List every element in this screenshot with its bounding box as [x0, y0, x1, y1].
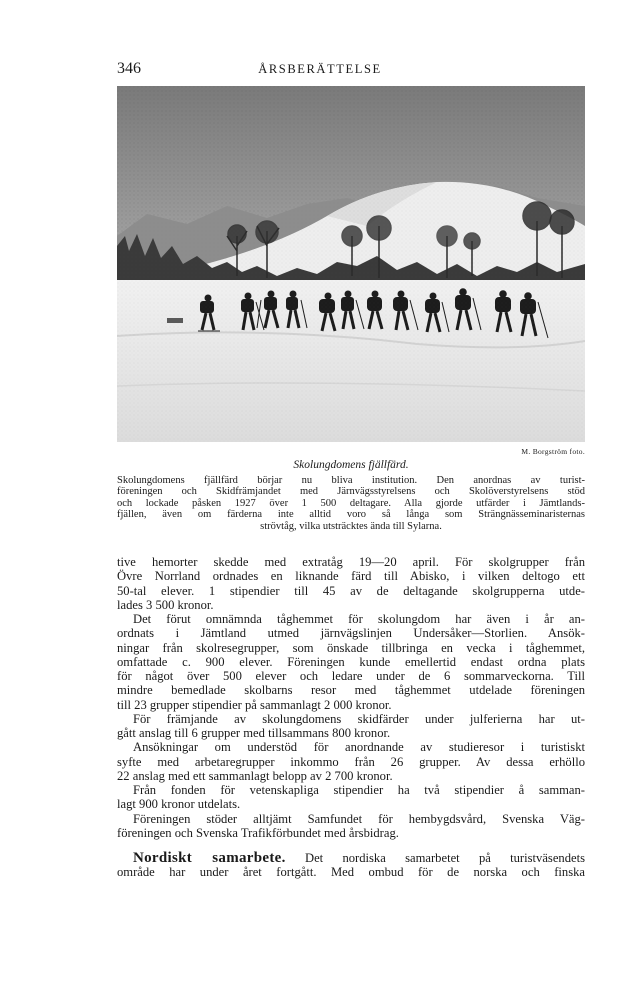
caption-line: Skolungdomens fjällfärd börjar nu bliva institution. Den anordnas av turist- [117, 475, 585, 486]
caption-line: och lockade påsken 1927 över 1 500 deltagare. Alla gjorde utfärder i Jämtlands- [117, 497, 585, 509]
body-text [117, 555, 585, 880]
text-line: lagt 900 kronor utdelats. [117, 797, 241, 812]
text-line: 22 anslag med ett sammanlagt belopp av 2 700 kronor. [117, 768, 393, 783]
text-line: tive hemorter skedde med extratåg 19—20 april. För skolgrupper från [117, 555, 585, 569]
caption-title: Skolungdomens fjällfärd. [293, 459, 409, 471]
caption-line: föreningen och Skidfrämjandet med Järnvägsstyrelsens och Skolöverstyrelsens stöd [117, 486, 585, 498]
running-header: ÅRSBERÄTTELSE [258, 62, 382, 76]
text-line: För främjande av skolungdomens skidfärder under julferierna har ut- [133, 711, 585, 726]
text-line: syfte med arbetaregrupper inkommo från 26 grupper. Av dessa erhöllo [117, 754, 585, 769]
text-line: omfattade c. 900 elever. Föreningen kunde emellertid endast ordna plats [117, 654, 585, 669]
text-line: område har under året fortgått. Med ombud för de norska och finska [117, 865, 585, 880]
text-line: Föreningen stöder alltjämt Samfundet för hembygdsvård, Svenska Väg- [133, 811, 585, 826]
text-line: ordnats i Jämtland utmed järnvägslinjen Undersåker—Storlien. Ansök- [117, 626, 585, 641]
ski-tour-photograph [117, 86, 585, 442]
text-line: ningar från skolresegrupper, som önskade tillbringa en vecka i tåghemmet, [117, 640, 585, 655]
caption-text [117, 475, 585, 532]
text-line: Från fonden för vetenskapliga stipendier ha två stipendier å samman- [133, 783, 585, 797]
text-line: mindre bemedlade skolbarns resor med tåghemmet utdelade föreningen [117, 683, 585, 698]
text-line: till 23 grupper stipendier på sammanlagt 2 000 kronor. [117, 697, 392, 712]
section-first-line [117, 851, 585, 865]
text-line: föreningen och Svenska Trafikförbundet med årsbidrag. [117, 825, 399, 840]
text-line: 50-tal elever. 1 stipendier till 45 av de deltagande skolgrupperna utde- [117, 583, 585, 598]
text-line: gått anslag till 6 grupper med tillsammans 800 kronor. [117, 726, 391, 740]
text-line: Det förut omnämnda tåghemmet för skolungdom har även i år an- [133, 612, 585, 626]
caption-line: fjällen, även om färderna inte alltid voro så långa som Strängnässeminaristernas [117, 509, 585, 521]
section-line-rest: Det nordiska samarbetet på turistväsendets [285, 851, 585, 865]
text-line: lades 3 500 kronor. [117, 597, 214, 612]
section-heading: Nordiskt samarbete. [133, 850, 286, 866]
text-line: för något över 500 elever och ledare under de 6 sommarveckorna. Till [117, 669, 585, 683]
page-number: 346 [117, 60, 141, 77]
text-line: Ansökningar om understöd för anordnande av studieresor i turistiskt [133, 740, 585, 755]
caption-line: strövtåg, vilka utsträcktes ända till Sylarna. [260, 520, 442, 532]
photo-credit: M. Borgström foto. [521, 447, 585, 456]
text-line: Övre Norrland ordnades en liknande färd till Abisko, i vilken deltogo ett [117, 569, 585, 584]
